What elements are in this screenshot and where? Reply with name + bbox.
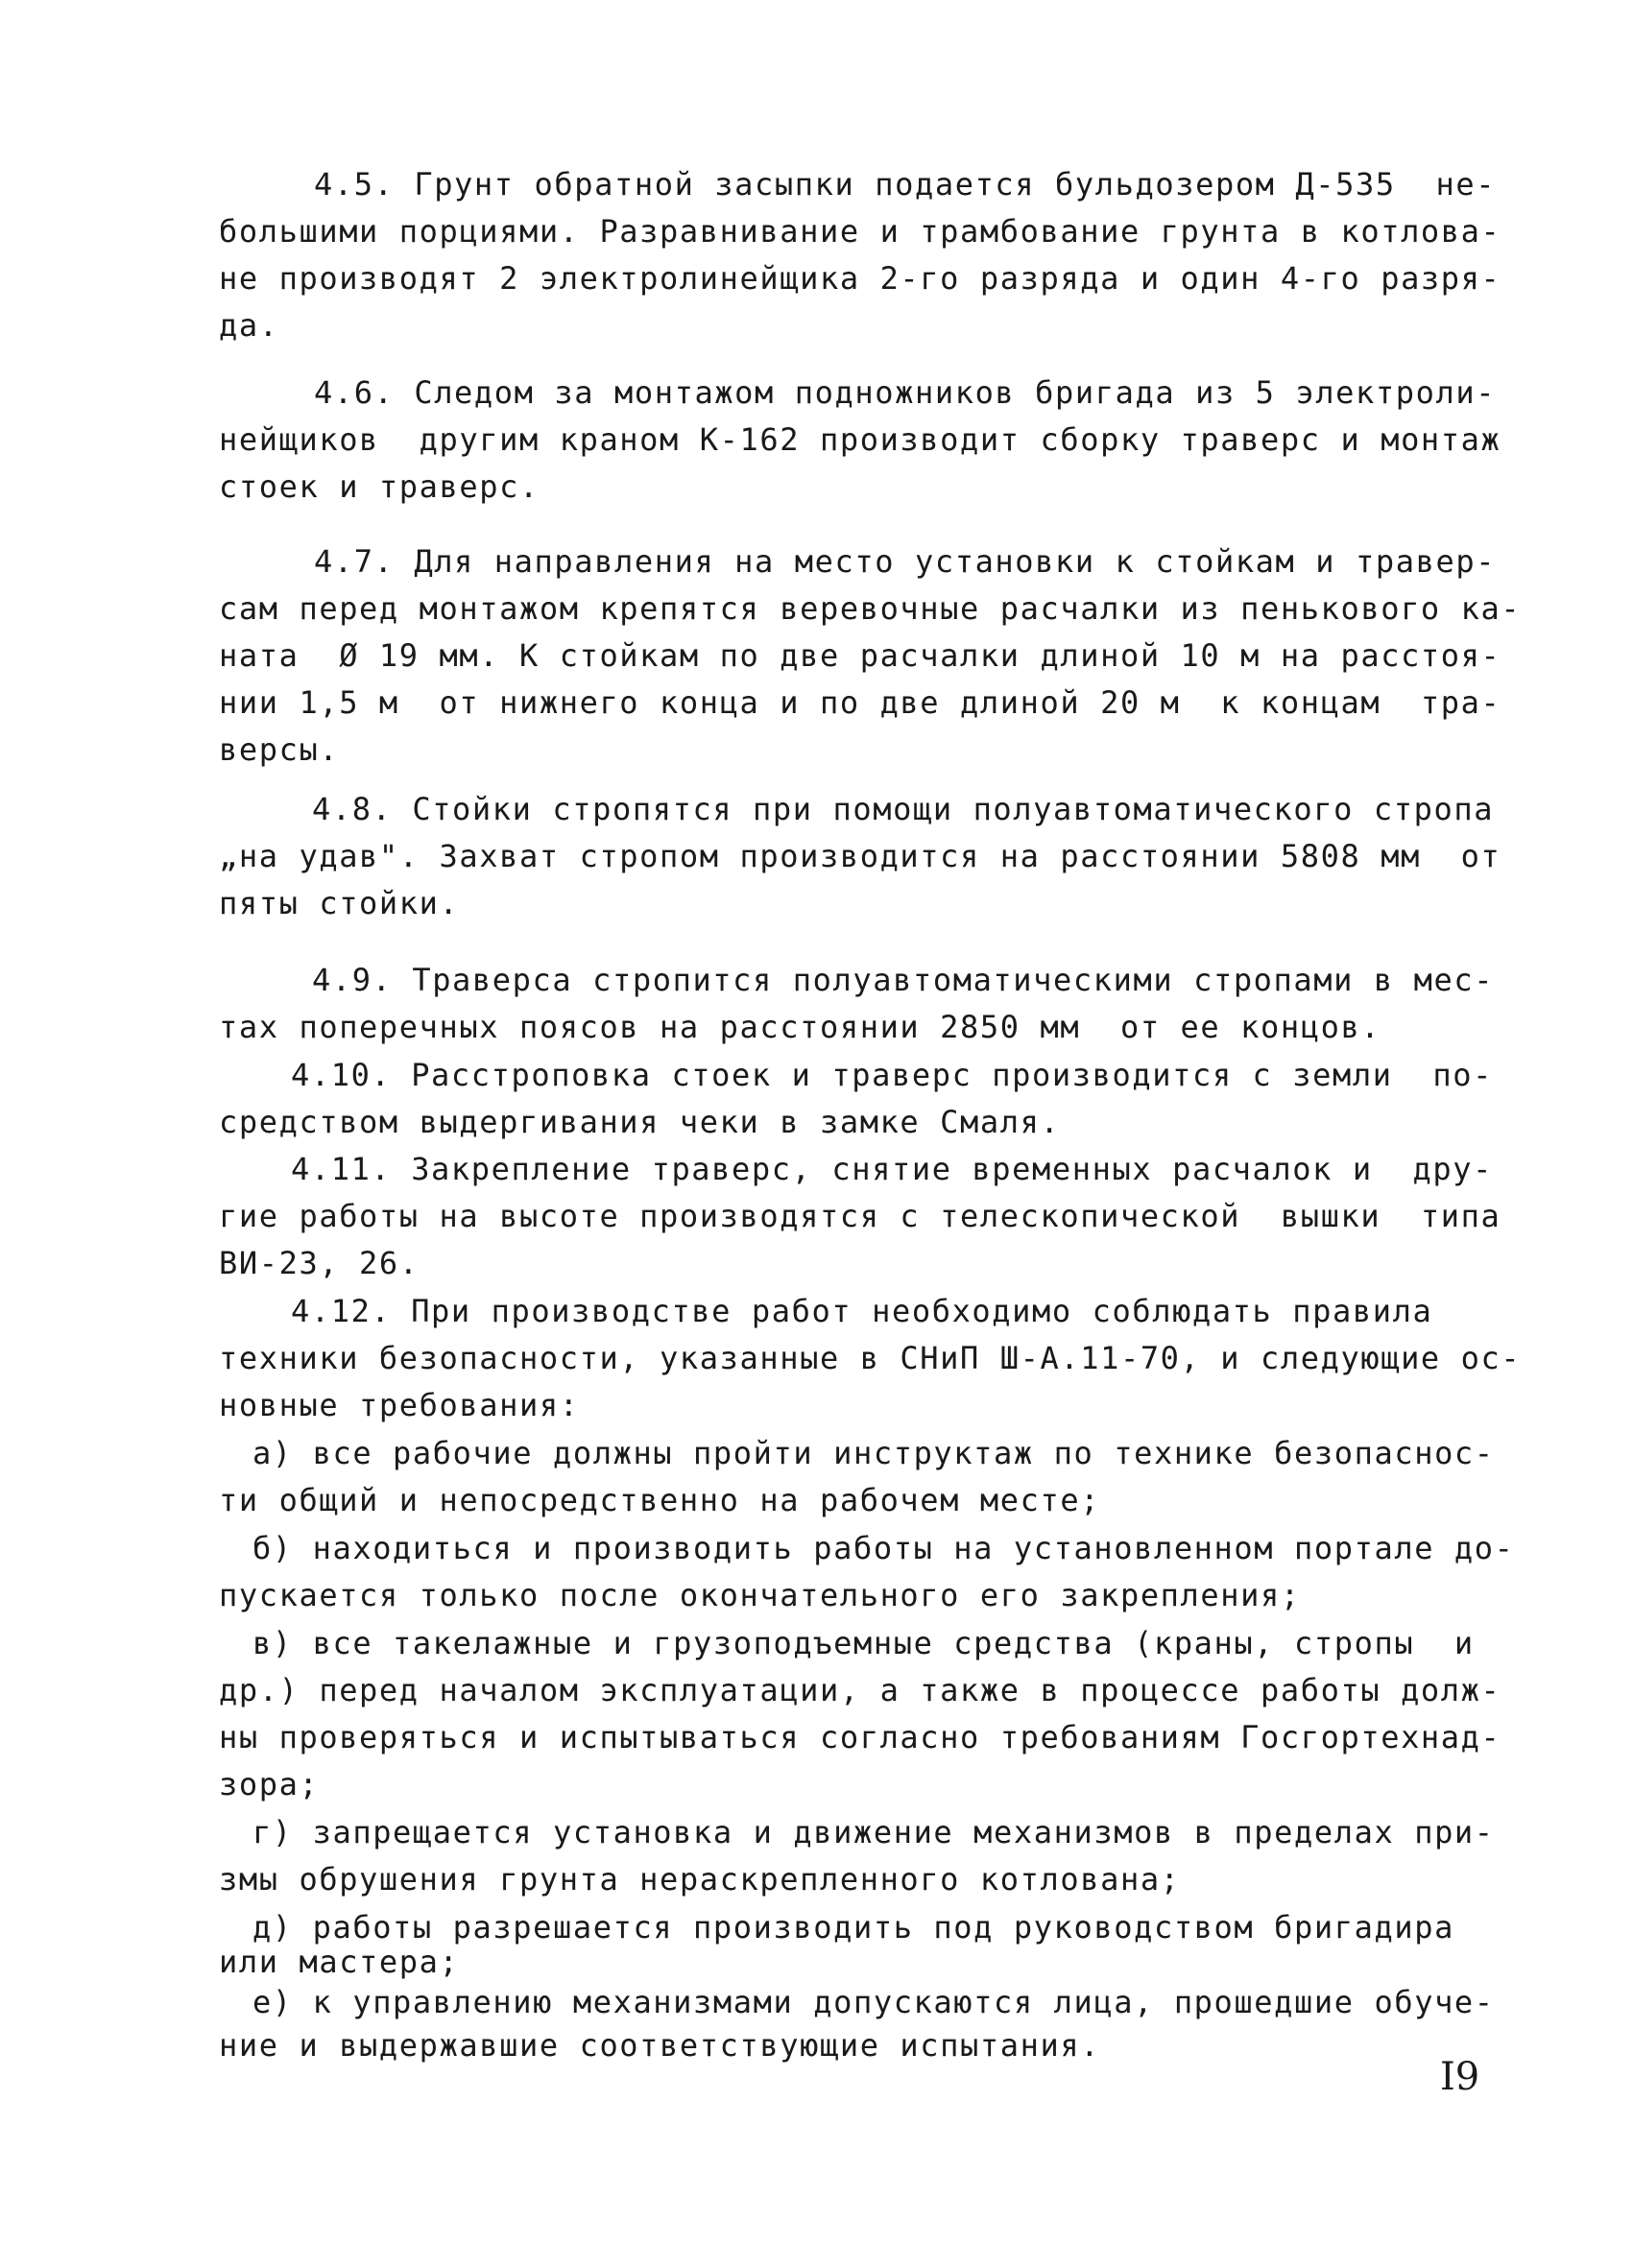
text-line: да. [219, 307, 279, 344]
text-line: ны проверяться и испытываться согласно требованиям Госгортехнад- [219, 1719, 1501, 1755]
text-line: 4.6. Следом за монтажом подножников бригада из 5 электроли- [314, 374, 1497, 411]
text-line: стоек и траверс. [219, 468, 540, 505]
list-item: б) находиться и производить работы на установленном портале до- [252, 1530, 1515, 1566]
list-item: е) к управлению механизмами допускаются лица, прошедшие обуче- [252, 1984, 1495, 2020]
list-item: а) все рабочие должны пройти инструктаж по технике безопаснос- [252, 1435, 1495, 1471]
text-line: техники безопасности, указанные в СНиП Ш-А.11-70, и следующие ос- [219, 1340, 1522, 1376]
text-line: ти общий и непосредственно на рабочем месте; [219, 1482, 1101, 1518]
text-line: тах поперечных поясов на расстоянии 2850 мм от ее концов. [219, 1009, 1381, 1045]
text-line: версы. [219, 731, 340, 768]
text-line: зора; [219, 1766, 320, 1802]
text-line: др.) перед началом эксплуатации, а также в процессе работы долж- [219, 1672, 1501, 1708]
text-line: ние и выдержавшие соответствующие испытания. [219, 2027, 1101, 2064]
text-line: нии 1,5 м от нижнего конца и по две длиной 20 м к концам тра- [219, 684, 1501, 721]
text-line: змы обрушения грунта нераскрепленного котлована; [219, 1861, 1181, 1898]
text-line: новные требования: [219, 1387, 580, 1423]
text-line: 4.5. Грунт обратной засыпки подается бульдозером Д-535 не- [314, 166, 1497, 203]
text-line: 4.7. Для направления на место установки к стойкам и травер- [314, 543, 1497, 580]
text-line: 4.9. Траверса стропится полуавтоматическими стропами в мес- [312, 962, 1495, 998]
page-number: I9 [1440, 2055, 1480, 2099]
list-item: г) запрещается установка и движение механизмов в пределах при- [252, 1814, 1495, 1850]
text-line: 4.8. Стойки стропятся при помощи полуавтоматического стропа [312, 791, 1495, 827]
text-line: гие работы на высоте производятся с телескопической вышки типа [219, 1198, 1501, 1234]
text-line: или мастера; [219, 1944, 460, 1980]
text-line: нейщиков другим краном К-162 производит сборку траверс и монтаж [219, 421, 1501, 458]
list-item: в) все такелажные и грузоподъемные средства (краны, стропы и [252, 1625, 1475, 1661]
text-line: не производят 2 электролинейщика 2-го разряда и один 4-го разря- [219, 260, 1501, 297]
list-item: д) работы разрешается производить под руководством бригадира [252, 1909, 1454, 1946]
text-line: сам перед монтажом крепятся веревочные расчалки из пенькового ка- [219, 590, 1522, 627]
text-line: 4.11. Закрепление траверс, снятие временных расчалок и дру- [291, 1151, 1493, 1187]
text-line: большими порциями. Разравнивание и трамбование грунта в котлова- [219, 213, 1501, 250]
text-line: средством выдергивания чеки в замке Смаля. [219, 1104, 1061, 1140]
text-line: пяты стойки. [219, 885, 460, 921]
text-line: 4.10. Расстроповка стоек и траверс производится с земли по- [291, 1057, 1493, 1093]
text-line: пускается только после окончательного его закрепления; [219, 1577, 1301, 1613]
text-line: „на удав". Захват стропом производится на расстоянии 5808 мм от [219, 838, 1501, 874]
text-line: ната Ø 19 мм. К стойкам по две расчалки длиной 10 м на расстоя- [219, 637, 1501, 674]
text-line: 4.12. При производстве работ необходимо соблюдать правила [291, 1293, 1433, 1329]
text-line: ВИ-23, 26. [219, 1245, 420, 1281]
